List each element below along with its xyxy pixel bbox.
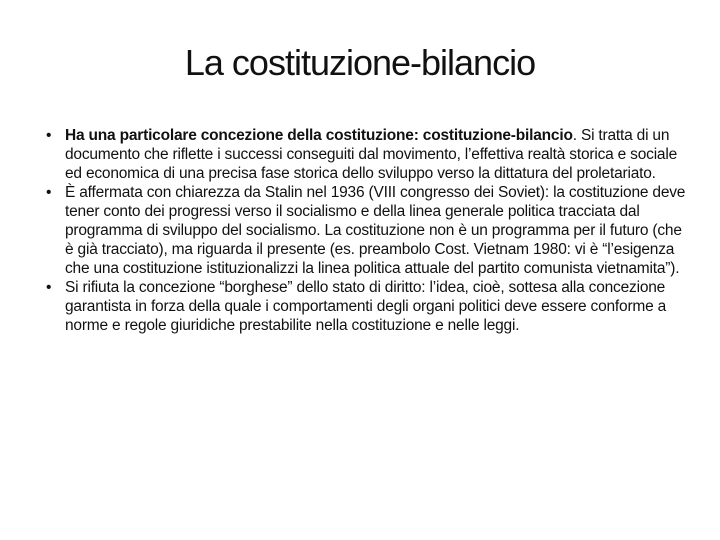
bullet-text: Si rifiuta la concezione “borghese” dello stato di diritto: l’idea, cioè, sottesa alla concezione garantista in forza della quale i comportamenti degli organi politici deve essere conforme a norme e regole giuridiche prestabilite nella costituzione e nelle leggi.: [65, 279, 667, 334]
bullet-text: . Si tratta di un documento che riflette i successi conseguiti dal movimento, l’effettiva realtà storica e sociale ed economica di una precisa fase storica dello sviluppo verso la dittatura del proletariato.: [65, 127, 678, 182]
bullet-item: [44, 278, 690, 335]
bullet-bold-text: Ha una particolare concezione della costituzione: costituzione-bilancio: [65, 127, 573, 144]
bullet-list: [44, 126, 690, 335]
bullet-item: [44, 126, 690, 183]
bullet-item: [44, 183, 690, 278]
bullet-text: È affermata con chiarezza da Stalin nel 1936 (VIII congresso dei Soviet): la costituzione deve tener conto dei progressi verso il socialismo e della linea generale politica tracciata dal programma di sviluppo del socialismo. La costituzione non è un programma per il futuro (che è già tracciato), ma riguarda il presente (es. preambolo Cost. Vietnam 1980: vi è “l’esigenza che una costituzione istituzionalizzi la linea politica attuale del partito comunista vietnamita”).: [65, 184, 686, 277]
page-title: La costituzione-bilancio: [184, 42, 536, 83]
